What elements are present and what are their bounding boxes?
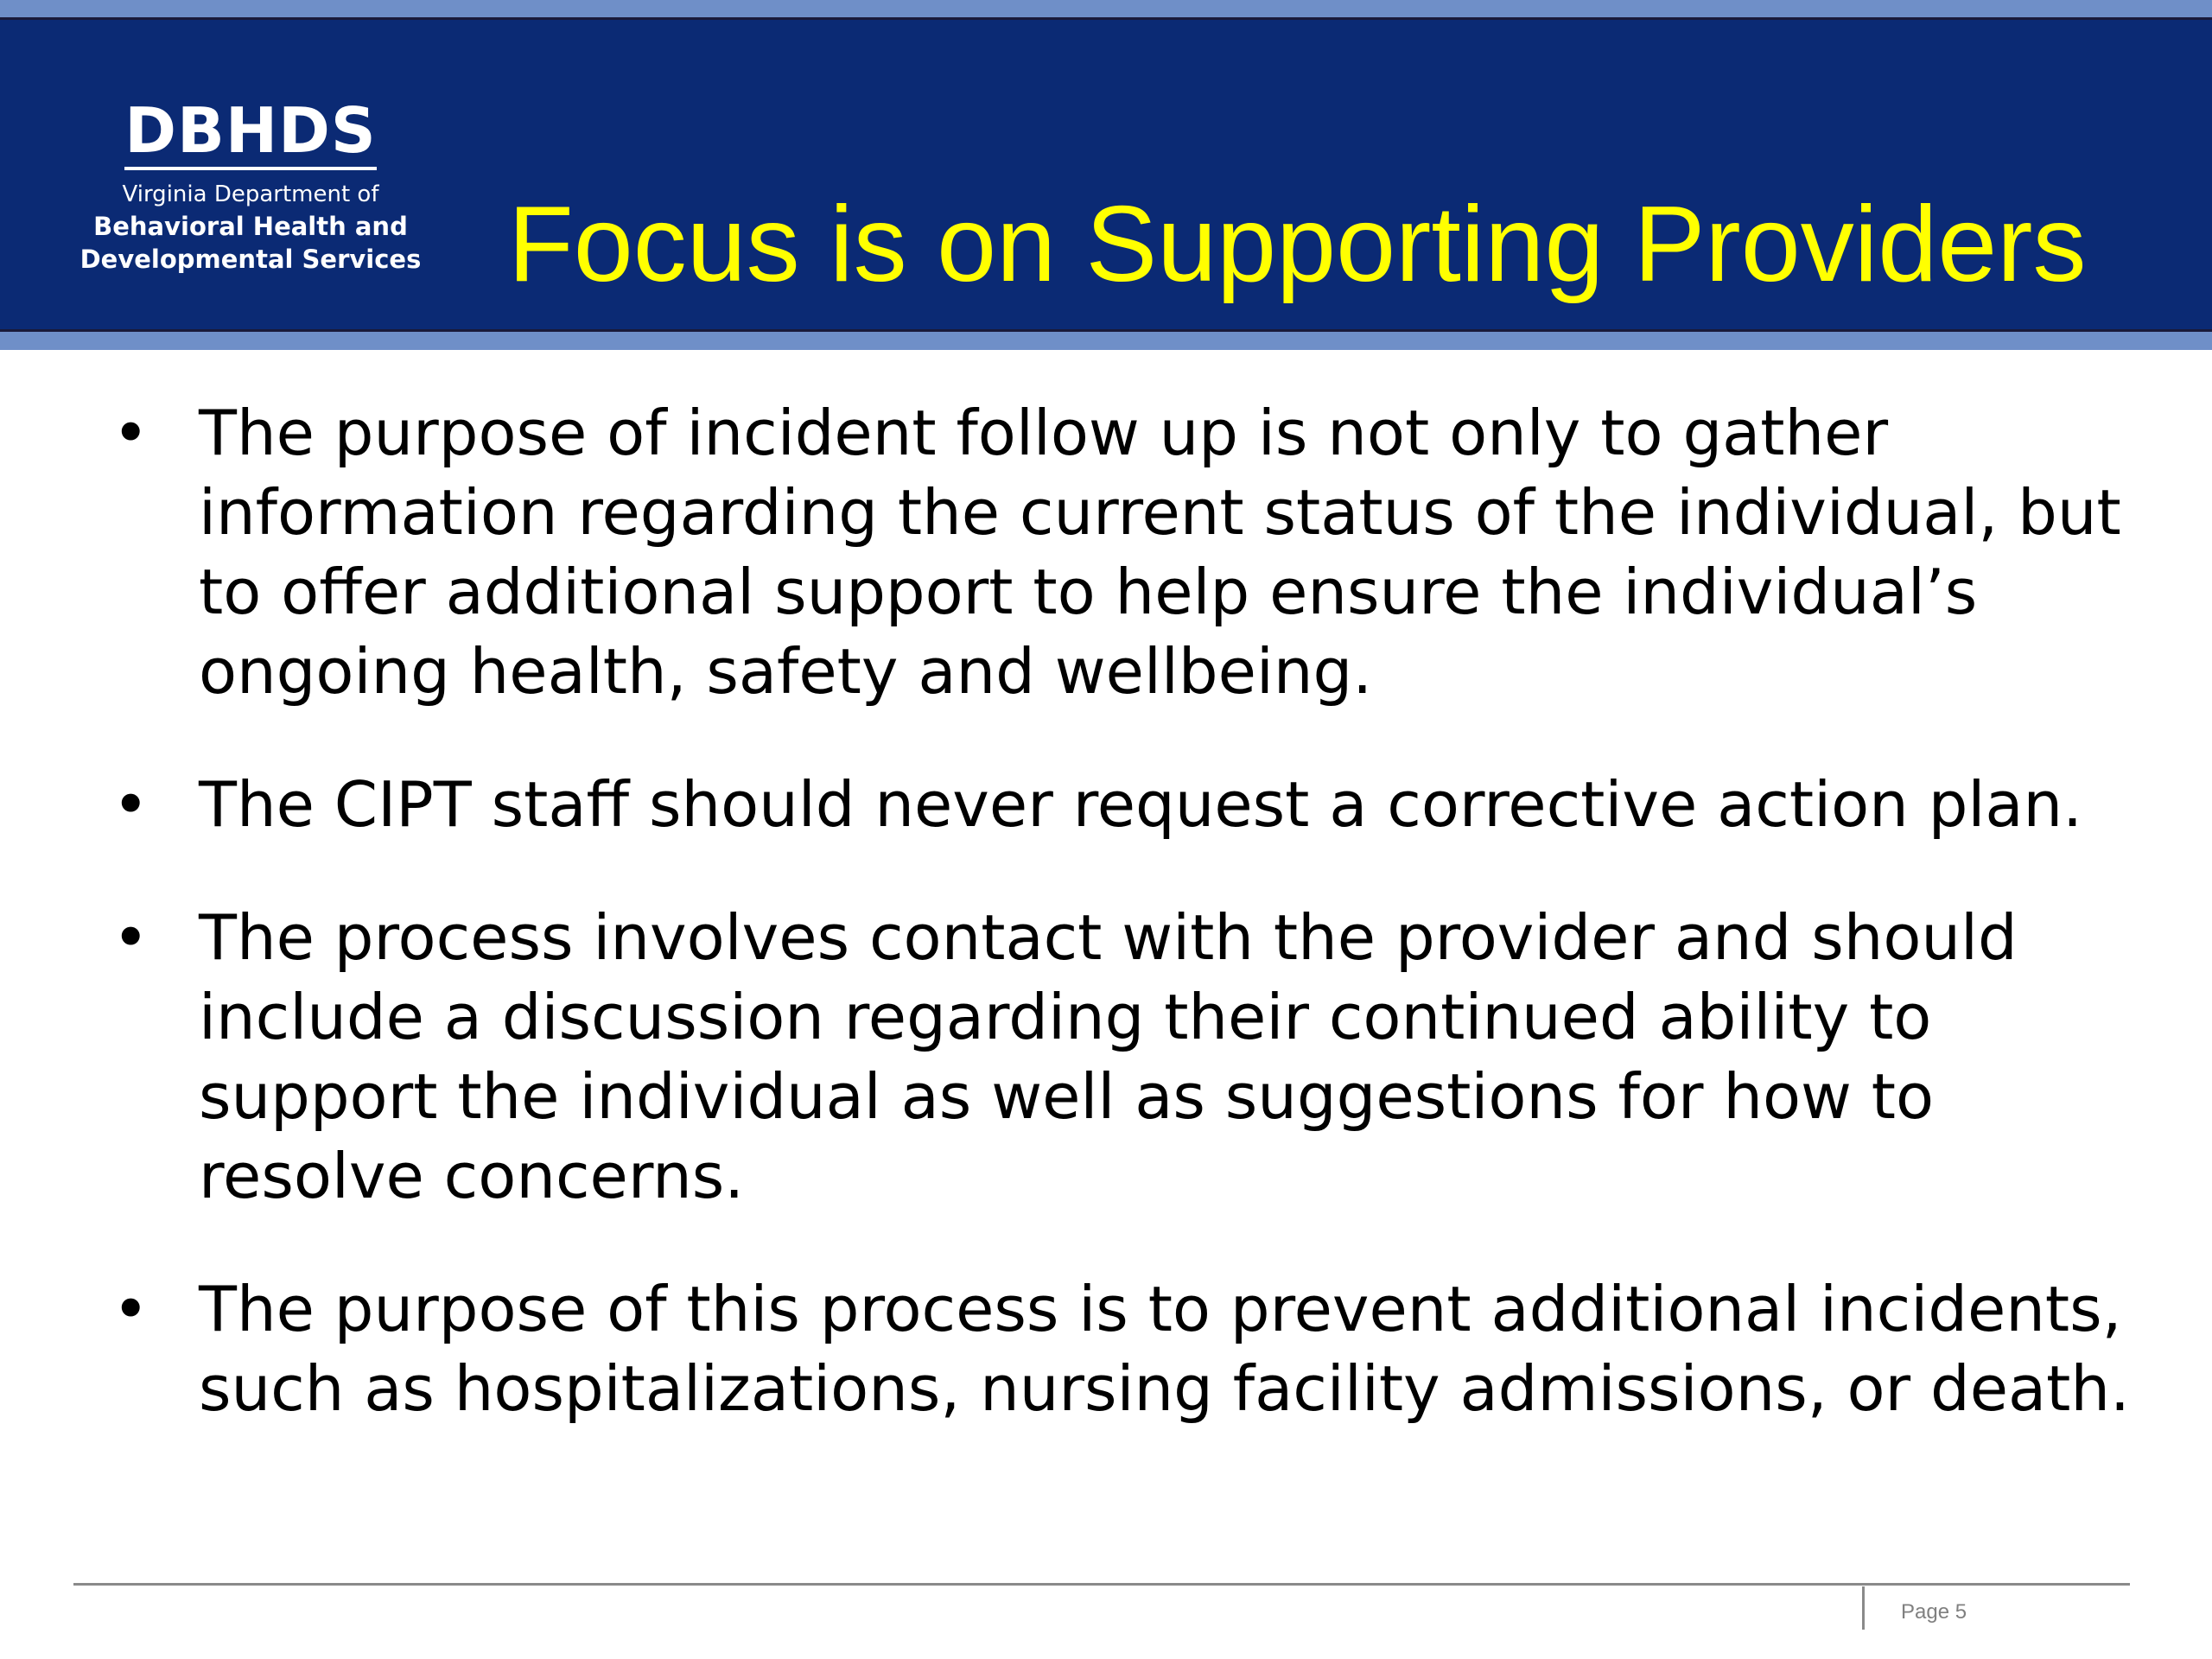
bullet-marker: •	[112, 397, 149, 469]
header-bar	[0, 17, 2212, 332]
logo-line-1: Virginia Department of	[122, 181, 379, 207]
bullet-item	[112, 765, 2143, 844]
bullet-text: The purpose of incident follow up is not only to gather information regarding the current status of the individual, but to offer additional support to help ensure the individual’s ongoing health, safety and wellbeing.	[199, 397, 2121, 708]
bullet-list	[112, 393, 2143, 1482]
header-band	[0, 0, 2212, 350]
footer-rule	[73, 1583, 2130, 1586]
logo-line-3: Developmental Services	[79, 245, 422, 274]
dbhds-logo	[78, 96, 423, 276]
logo-acronym: DBHDS	[124, 96, 377, 170]
page-number: Page 5	[1901, 1600, 1967, 1624]
bullet-item	[112, 898, 2143, 1216]
logo-line-2: Behavioral Health and	[93, 212, 408, 241]
bullet-text: The purpose of this process is to prevent additional incidents, such as hospitalizations, nursing facility admissions, or death.	[199, 1273, 2130, 1425]
bullet-text: The CIPT staff should never request a corrective action plan.	[199, 768, 2083, 841]
bullet-marker: •	[112, 901, 149, 974]
footer-divider	[1862, 1586, 1865, 1630]
bullet-marker: •	[112, 768, 149, 841]
bullet-item	[112, 1269, 2143, 1428]
slide-title: Focus is on Supporting Providers	[508, 185, 2087, 304]
bullet-item	[112, 393, 2143, 711]
bullet-marker: •	[112, 1273, 149, 1345]
bullet-text: The process involves contact with the provider and should include a discussion regarding their continued ability to support the individual as well as suggestions for how to resolve concerns.	[199, 901, 2018, 1212]
